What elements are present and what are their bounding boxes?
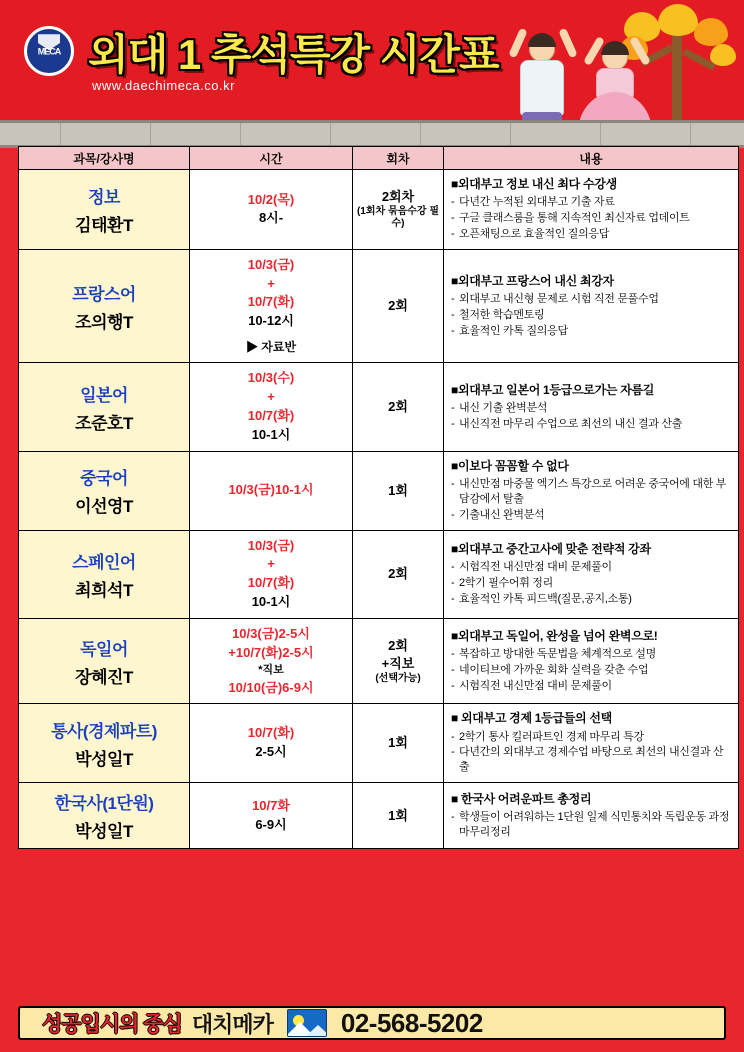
count-note: (1회차 묶음수강 필수) xyxy=(356,205,440,230)
description-headline: ■외대부고 프랑스어 내신 최강자 xyxy=(451,273,614,288)
description-headline: ■ 한국사 어려운파트 총정리 xyxy=(451,791,592,806)
cell-description xyxy=(444,618,739,703)
cell-subject xyxy=(19,451,190,530)
body-shape xyxy=(520,60,564,116)
table-row xyxy=(19,704,739,783)
description-list xyxy=(451,560,732,607)
cell-description xyxy=(444,249,739,363)
footer-brand: 대치메카 xyxy=(191,1011,273,1037)
time-line: 10/7(화) xyxy=(247,725,295,741)
time-line: 10-12시 xyxy=(248,313,294,329)
arm-shape xyxy=(508,28,528,59)
time-line: 10/7(화) xyxy=(247,408,295,424)
description-item: - 시험직전 내신만점 대비 문제풀이 xyxy=(451,560,732,575)
description-item: - 2학기 필수어휘 정리 xyxy=(451,576,732,591)
cell-count xyxy=(353,618,444,703)
description-list xyxy=(451,195,732,242)
time-line: 10/3(금) xyxy=(247,537,295,553)
arm-shape xyxy=(558,28,578,59)
description-item: - 오픈채팅으로 효율적인 질의응답 xyxy=(451,227,732,242)
tree-foliage-icon xyxy=(658,4,698,36)
cell-count xyxy=(353,451,444,530)
cell-time xyxy=(190,170,353,250)
column-header-time: 시간 xyxy=(190,147,353,170)
cell-subject xyxy=(19,363,190,451)
footer-phone: 02-568-5202 xyxy=(340,1007,483,1038)
column-header-subject: 과목/강사명 xyxy=(19,147,190,170)
tree-trunk-decoration xyxy=(672,30,682,120)
cell-description xyxy=(444,704,739,783)
description-item: - 구글 클래스룸을 통해 지속적인 최신자료 업데이트 xyxy=(451,211,732,226)
time-line: 10-1시 xyxy=(251,594,291,610)
subject-name: 스페인어 xyxy=(72,552,136,572)
description-headline: ■외대부고 정보 내신 최다 수강생 xyxy=(451,177,617,191)
time-line: + xyxy=(267,556,275,572)
table-row xyxy=(19,530,739,618)
time-line: + xyxy=(267,275,275,291)
description-list xyxy=(451,477,732,523)
time-line: *직보 xyxy=(258,663,284,676)
cell-description xyxy=(444,530,739,618)
time-line: 10/7화 xyxy=(252,797,290,813)
description-item: - 기출내신 완벽분석 xyxy=(451,508,732,523)
logo-label: MECA xyxy=(37,46,61,57)
table-row xyxy=(19,170,739,250)
cell-count xyxy=(353,363,444,451)
page-footer xyxy=(18,1006,726,1040)
description-item: - 시험직전 내신만점 대비 문제풀이 xyxy=(451,679,732,694)
description-list xyxy=(451,810,732,840)
tree-foliage-icon xyxy=(694,18,728,46)
table-row xyxy=(19,451,739,530)
academy-mark-icon xyxy=(287,1009,327,1037)
schedule-table xyxy=(18,146,739,849)
description-item: - 2학기 통사 킬러파트인 경제 마무리 특강 xyxy=(451,730,732,745)
subject-name: 정보 xyxy=(88,187,120,207)
cell-count xyxy=(353,783,444,849)
count-value: 1회 xyxy=(388,482,408,498)
count-extra: +직보 xyxy=(381,655,415,671)
column-header-count: 회차 xyxy=(353,147,444,170)
count-value: 2회 xyxy=(388,298,408,313)
description-list xyxy=(451,292,732,339)
description-headline: ■외대부고 일본어 1등급으로가는 자름길 xyxy=(451,382,655,397)
table-row xyxy=(19,783,739,849)
time-extra-note: ▶ 자료반 xyxy=(245,340,297,355)
cell-time xyxy=(190,530,353,618)
cell-description xyxy=(444,363,739,451)
subject-name: 한국사(1단원) xyxy=(54,794,154,814)
description-headline: ■이보다 꼼꼼할 수 없다 xyxy=(451,458,569,473)
table-row xyxy=(19,618,739,703)
subject-name: 프랑스어 xyxy=(72,284,136,304)
description-list xyxy=(451,730,732,776)
description-item: - 다년간의 외대부고 경제수업 바탕으로 최선의 내신결과 산출 xyxy=(451,745,732,775)
subject-name: 중국어 xyxy=(80,469,128,489)
teacher-name: 박성일T xyxy=(75,822,133,842)
cell-subject xyxy=(19,704,190,783)
cell-count xyxy=(353,530,444,618)
tree-foliage-icon xyxy=(710,44,736,66)
time-line: 10/7(화) xyxy=(247,294,295,310)
page-header xyxy=(0,0,744,120)
count-value: 1회 xyxy=(388,807,408,823)
time-line: +10/7(화)2-5시 xyxy=(228,644,314,660)
cell-time xyxy=(190,249,353,363)
description-headline: ■외대부고 독일어, 완성을 넘어 완벽으로! xyxy=(451,628,658,643)
description-item: - 복잡하고 방대한 독문법을 체계적으로 설명 xyxy=(451,647,732,662)
schedule-table-wrapper xyxy=(18,146,730,849)
cell-description xyxy=(444,451,739,530)
description-item: - 학생들이 어려워하는 1단원 일제 식민통치와 독립운동 과정 마무리정리 xyxy=(451,810,732,840)
time-line: 10/3(수) xyxy=(247,370,295,386)
column-header-desc: 내용 xyxy=(444,147,739,170)
description-item: - 효율적인 카톡 질의응답 xyxy=(451,324,732,339)
description-headline: ■ 외대부고 경제 1등급들의 선택 xyxy=(451,711,612,726)
teacher-name: 김태환T xyxy=(75,215,133,235)
description-item: - 내신직전 마무리 수업으로 최선의 내신 결과 산출 xyxy=(451,417,732,432)
cell-count xyxy=(353,704,444,783)
legs-shape xyxy=(522,112,562,120)
table-row xyxy=(19,249,739,363)
cell-time xyxy=(190,363,353,451)
cell-time xyxy=(190,451,353,530)
cell-subject xyxy=(19,249,190,363)
teacher-name: 박성일T xyxy=(75,749,133,769)
time-line: 6-9시 xyxy=(255,816,287,832)
cell-count xyxy=(353,170,444,250)
description-item: - 내신 기출 완벽분석 xyxy=(451,401,732,416)
description-headline: ■외대부고 중간고사에 맞춘 전략적 강좌 xyxy=(451,541,651,556)
time-line: 10/2(목) xyxy=(247,191,295,207)
teacher-name: 최희석T xyxy=(75,580,133,600)
time-line: 10/10(금)6-9시 xyxy=(228,679,314,695)
count-value: 2회 xyxy=(388,637,408,653)
cell-subject xyxy=(19,530,190,618)
description-list xyxy=(451,401,732,432)
teacher-name: 조의행T xyxy=(75,312,133,332)
count-value: 2회 xyxy=(388,399,408,415)
cell-subject xyxy=(19,170,190,250)
count-note: (선택가능) xyxy=(375,673,421,685)
description-item: - 내신만점 마중물 엑기스 특강으로 어려운 중국어에 대한 부담감에서 탈출 xyxy=(451,477,732,507)
time-line: 10/7(화) xyxy=(247,575,295,591)
subject-name: 독일어 xyxy=(80,639,128,659)
time-line: + xyxy=(267,389,275,405)
description-item: - 효율적인 카톡 피드백(질문,공지,소통) xyxy=(451,592,732,607)
subject-name: 통사(경제파트) xyxy=(51,721,157,741)
description-item: - 다년간 누적된 외대부고 기출 자료 xyxy=(451,195,732,210)
description-item: - 외대부고 내신형 문제로 시험 직전 문풀수업 xyxy=(451,292,732,307)
time-line: 10/3(금)2-5시 xyxy=(232,625,310,641)
time-line: 10/3(금) xyxy=(247,256,295,272)
count-value: 2회차 xyxy=(381,188,415,204)
teacher-name: 조준호T xyxy=(75,413,133,433)
website-url: www.daechimeca.co.kr xyxy=(92,78,235,93)
cell-time xyxy=(190,618,353,703)
count-value: 1회 xyxy=(388,735,408,751)
cell-time xyxy=(190,783,353,849)
subject-name: 일본어 xyxy=(80,385,128,405)
time-line: 10-1시 xyxy=(251,427,291,443)
table-header-row xyxy=(19,147,739,170)
skirt-shape xyxy=(578,92,652,120)
cell-time xyxy=(190,704,353,783)
cell-subject xyxy=(19,783,190,849)
description-list xyxy=(451,647,732,694)
count-value: 2회 xyxy=(388,566,408,582)
page-title: 외대 1 추석특강 시간표 xyxy=(88,31,499,78)
description-item: - 네이티브에 가까운 회화 실력을 갖춘 수업 xyxy=(451,663,732,678)
cell-description xyxy=(444,783,739,849)
cell-count xyxy=(353,249,444,363)
wall-decoration xyxy=(0,120,744,148)
hair-shape xyxy=(528,33,556,47)
footer-slogan: 성공입시의 중심 xyxy=(42,1013,182,1036)
table-row xyxy=(19,363,739,451)
teacher-name: 장혜진T xyxy=(75,667,133,687)
time-line: 8시- xyxy=(258,210,284,226)
time-line: 10/3(금)10-1시 xyxy=(228,482,314,498)
time-line: 2-5시 xyxy=(255,744,287,760)
table-body xyxy=(19,170,739,849)
cell-description xyxy=(444,170,739,250)
cell-subject xyxy=(19,618,190,703)
description-item: - 철저한 학습멘토링 xyxy=(451,308,732,323)
teacher-name: 이선영T xyxy=(75,497,133,517)
school-logo xyxy=(24,26,74,76)
